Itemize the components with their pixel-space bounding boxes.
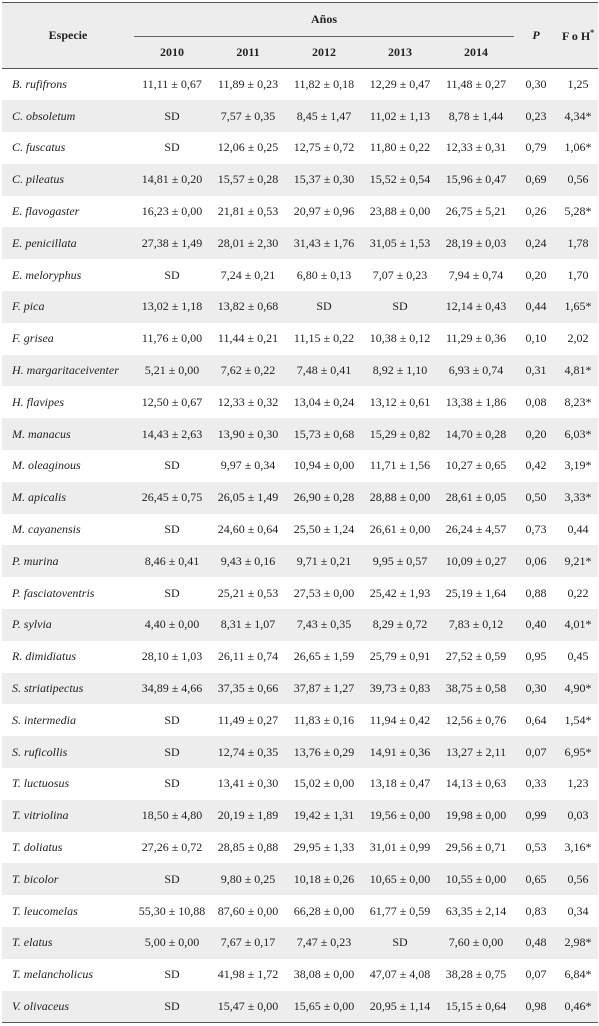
p-cell: 0,95	[525, 649, 547, 664]
value-cell: 8,92 ± 1,10	[372, 363, 428, 378]
table-row	[2, 800, 598, 832]
f-o-h-cell: 6,84*	[564, 967, 592, 982]
value-cell: 15,37 ± 0,30	[293, 172, 355, 187]
table-row	[2, 641, 598, 673]
value-cell: SD	[164, 458, 180, 473]
p-cell: 0,99	[525, 808, 547, 823]
value-cell: 21,81 ± 0,53	[217, 204, 279, 219]
p-cell: 0,30	[525, 681, 547, 696]
value-cell: 15,73 ± 0,68	[293, 426, 355, 441]
value-cell: 38,75 ± 0,58	[445, 681, 507, 696]
f-o-h-cell: 1,78	[567, 235, 589, 250]
table-row	[2, 323, 598, 355]
value-cell: 11,82 ± 0,18	[293, 77, 355, 92]
species-cell: H. margaritaceiventer	[12, 363, 119, 378]
header-year: 2014	[438, 37, 514, 69]
f-o-h-cell: 1,65*	[564, 299, 592, 314]
table-row	[2, 927, 598, 959]
table-row	[2, 69, 598, 101]
f-o-h-cell: 8,23*	[564, 394, 592, 409]
f-o-h-cell: 1,06*	[564, 140, 592, 155]
f-o-h-cell: 2,02	[567, 331, 589, 346]
f-o-h-cell: 4,81*	[564, 363, 592, 378]
value-cell: SD	[134, 991, 210, 1023]
species-cell: M. cayanensis	[12, 522, 81, 537]
p-cell: 0,08	[525, 394, 547, 409]
f-o-h-cell: 6,95*	[564, 744, 592, 759]
value-cell: 11,83 ± 0,16	[293, 712, 355, 727]
value-cell: SD	[164, 585, 180, 600]
value-cell: 7,57 ± 0,35	[220, 108, 276, 123]
value-cell: 10,94 ± 0,00	[293, 458, 355, 473]
value-cell: 7,47 ± 0,23	[296, 935, 352, 950]
value-cell: 11,44 ± 0,21	[217, 331, 279, 346]
value-cell: 11,29 ± 0,36	[445, 331, 507, 346]
table-row	[2, 482, 598, 514]
value-cell: 15,47 ± 0,00	[210, 991, 286, 1023]
value-cell: 7,48 ± 0,41	[296, 363, 352, 378]
value-cell: 11,02 ± 1,13	[369, 108, 431, 123]
value-cell: 8,78 ± 1,44	[448, 108, 504, 123]
p-cell: 0,42	[525, 458, 547, 473]
table-row	[2, 514, 598, 546]
value-cell: 4,40 ± 0,00	[144, 617, 200, 632]
value-cell: 13,27 ± 2,11	[445, 744, 507, 759]
p-cell: 0,48	[525, 935, 547, 950]
value-cell: 14,43 ± 2,63	[141, 426, 203, 441]
value-cell: 20,95 ± 1,14	[362, 991, 438, 1023]
value-cell: 7,62 ± 0,22	[220, 363, 276, 378]
value-cell: 13,38 ± 1,86	[445, 394, 507, 409]
value-cell: 15,65 ± 0,00	[286, 991, 362, 1023]
value-cell: 55,30 ± 10,88	[138, 903, 206, 918]
f-o-h-cell: 0,56	[567, 871, 589, 886]
f-o-h-cell: 3,19*	[564, 458, 592, 473]
table-row	[2, 227, 598, 259]
header-p: P	[514, 3, 558, 69]
value-cell: 25,19 ± 1,64	[445, 585, 507, 600]
table-row	[2, 386, 598, 418]
value-cell: SD	[164, 744, 180, 759]
value-cell: 25,50 ± 1,24	[293, 522, 355, 537]
value-cell: 29,56 ± 0,71	[445, 840, 507, 855]
value-cell: 26,11 ± 0,74	[217, 649, 279, 664]
value-cell: 19,42 ± 1,31	[293, 808, 355, 823]
value-cell: 26,24 ± 4,57	[445, 522, 507, 537]
value-cell: SD	[164, 871, 180, 886]
value-cell: 63,35 ± 2,14	[445, 903, 507, 918]
p-cell: 0,07	[525, 744, 547, 759]
value-cell: 15,52 ± 0,54	[369, 172, 431, 187]
value-cell: 38,08 ± 0,00	[293, 967, 355, 982]
table-row	[2, 704, 598, 736]
value-cell: 11,89 ± 0,23	[217, 77, 279, 92]
value-cell: 31,43 ± 1,76	[293, 235, 355, 250]
header-year: 2011	[210, 37, 286, 69]
species-cell: T. luctuosus	[12, 776, 70, 791]
header-year: 2013	[362, 37, 438, 69]
value-cell: 15,96 ± 0,47	[445, 172, 507, 187]
table-row	[2, 164, 598, 196]
f-o-h-cell: 3,33*	[564, 490, 592, 505]
p-cell: 0,20	[525, 426, 547, 441]
f-o-h-cell: 4,90*	[564, 681, 592, 696]
value-cell: 41,98 ± 1,72	[217, 967, 279, 982]
value-cell: 8,29 ± 0,72	[372, 617, 428, 632]
value-cell: 27,38 ± 1,49	[141, 235, 203, 250]
value-cell: 15,57 ± 0,28	[217, 172, 279, 187]
value-cell: 5,00 ± 0,00	[144, 935, 200, 950]
value-cell: 47,07 ± 4,08	[369, 967, 431, 982]
species-cell: S. intermedia	[12, 712, 76, 727]
value-cell: SD	[164, 712, 180, 727]
value-cell: 11,94 ± 0,42	[369, 712, 431, 727]
value-cell: 87,60 ± 0,00	[217, 903, 279, 918]
value-cell: 5,21 ± 0,00	[144, 363, 200, 378]
value-cell: 29,95 ± 1,33	[293, 840, 355, 855]
p-cell: 0,30	[525, 77, 547, 92]
value-cell: 25,42 ± 1,93	[369, 585, 431, 600]
p-cell: 0,73	[525, 522, 547, 537]
value-cell: 7,24 ± 0,21	[220, 267, 276, 282]
value-cell: 24,60 ± 0,64	[217, 522, 279, 537]
f-o-h-cell: 9,21*	[564, 553, 592, 568]
value-cell: 10,55 ± 0,00	[445, 871, 507, 886]
table-row	[2, 259, 598, 291]
species-cell: F. grisea	[12, 331, 54, 346]
species-cell: T. melancholicus	[12, 967, 94, 982]
value-cell: 20,97 ± 0,96	[293, 204, 355, 219]
table-row	[2, 736, 598, 768]
f-o-h-cell: 0,03	[567, 808, 589, 823]
value-cell: 10,65 ± 0,00	[369, 871, 431, 886]
p-cell: 0,20	[525, 267, 547, 282]
header-f-o-h: F o H*	[558, 3, 598, 69]
value-cell: SD	[164, 267, 180, 282]
p-cell: 0,65	[525, 871, 547, 886]
data-table	[2, 2, 598, 1023]
species-cell: H. flavipes	[12, 394, 64, 409]
value-cell: 25,21 ± 0,53	[217, 585, 279, 600]
value-cell: 9,43 ± 0,16	[220, 553, 276, 568]
value-cell: 12,75 ± 0,72	[293, 140, 355, 155]
header-especie: Especie	[2, 3, 134, 69]
value-cell: 10,38 ± 0,12	[369, 331, 431, 346]
value-cell: 28,19 ± 0,03	[445, 235, 507, 250]
value-cell: 26,05 ± 1,49	[217, 490, 279, 505]
header-anos: Años	[134, 3, 514, 37]
value-cell: 19,98 ± 0,00	[445, 808, 507, 823]
p-cell: 0,40	[525, 617, 547, 632]
value-cell: 12,29 ± 0,47	[369, 77, 431, 92]
value-cell: 13,82 ± 0,68	[217, 299, 279, 314]
value-cell: 7,43 ± 0,35	[296, 617, 352, 632]
value-cell: 27,26 ± 0,72	[141, 840, 203, 855]
value-cell: 12,74 ± 0,35	[217, 744, 279, 759]
species-cell: T. elatus	[12, 935, 53, 950]
value-cell: SD	[392, 299, 408, 314]
table-row	[2, 768, 598, 800]
value-cell: 11,48 ± 0,27	[445, 77, 507, 92]
value-cell: 31,05 ± 1,53	[369, 235, 431, 250]
value-cell: 10,18 ± 0,26	[293, 871, 355, 886]
value-cell: 14,70 ± 0,28	[445, 426, 507, 441]
table-row	[2, 832, 598, 864]
value-cell: 11,71 ± 1,56	[369, 458, 431, 473]
species-cell: F. pica	[12, 299, 45, 314]
value-cell: 37,35 ± 0,66	[217, 681, 279, 696]
value-cell: SD	[164, 108, 180, 123]
value-cell: 25,79 ± 0,91	[369, 649, 431, 664]
species-cell: T. leucomelas	[12, 903, 78, 918]
value-cell: 10,27 ± 0,65	[445, 458, 507, 473]
value-cell: SD	[316, 299, 332, 314]
species-cell: C. pileatus	[12, 172, 65, 187]
value-cell: 12,06 ± 0,25	[217, 140, 279, 155]
species-cell: E. flavogaster	[12, 204, 80, 219]
value-cell: 13,02 ± 1,18	[141, 299, 203, 314]
value-cell: 14,91 ± 0,36	[369, 744, 431, 759]
p-cell: 0,26	[525, 204, 547, 219]
species-cell: M. apicalis	[12, 490, 66, 505]
value-cell: 11,49 ± 0,27	[217, 712, 279, 727]
f-o-h-cell: 1,25	[567, 77, 589, 92]
f-o-h-cell: 0,46*	[558, 991, 598, 1023]
value-cell: 26,75 ± 5,21	[445, 204, 507, 219]
value-cell: 13,18 ± 0,47	[369, 776, 431, 791]
value-cell: 66,28 ± 0,00	[293, 903, 355, 918]
value-cell: 9,71 ± 0,21	[296, 553, 352, 568]
header-year: 2010	[134, 37, 210, 69]
species-cell: R. dimidiatus	[12, 649, 77, 664]
value-cell: 7,94 ± 0,74	[448, 267, 504, 282]
value-cell: 12,33 ± 0,32	[217, 394, 279, 409]
table-row	[2, 673, 598, 705]
p-cell: 0,07	[525, 967, 547, 982]
p-cell: 0,83	[525, 903, 547, 918]
table-row	[2, 450, 598, 482]
value-cell: 28,10 ± 1,03	[141, 649, 203, 664]
value-cell: 12,50 ± 0,67	[141, 394, 203, 409]
value-cell: 9,95 ± 0,57	[372, 553, 428, 568]
species-cell: T. bicolor	[12, 871, 59, 886]
table-row	[2, 100, 598, 132]
value-cell: 14,81 ± 0,20	[141, 172, 203, 187]
f-o-h-cell: 1,54*	[564, 712, 592, 727]
species-cell: M. manacus	[12, 426, 71, 441]
table-row	[2, 863, 598, 895]
f-o-h-cell: 4,01*	[564, 617, 592, 632]
f-o-h-cell: 0,56	[567, 172, 589, 187]
p-cell: 0,24	[525, 235, 547, 250]
value-cell: 23,88 ± 0,00	[369, 204, 431, 219]
p-cell: 0,64	[525, 712, 547, 727]
species-cell: T. doliatus	[12, 840, 63, 855]
species-cell: P. fasciatoventris	[12, 585, 95, 600]
value-cell: 13,90 ± 0,30	[217, 426, 279, 441]
value-cell: 13,41 ± 0,30	[217, 776, 279, 791]
value-cell: 20,19 ± 1,89	[217, 808, 279, 823]
value-cell: 18,50 ± 4,80	[141, 808, 203, 823]
table-row	[2, 291, 598, 323]
value-cell: 34,89 ± 4,66	[141, 681, 203, 696]
value-cell: 13,76 ± 0,29	[293, 744, 355, 759]
value-cell: SD	[164, 522, 180, 537]
value-cell: 8,45 ± 1,47	[296, 108, 352, 123]
table-row	[2, 959, 598, 991]
value-cell: 26,90 ± 0,28	[293, 490, 355, 505]
table-row	[2, 577, 598, 609]
species-cell: M. oleaginous	[12, 458, 81, 473]
value-cell: SD	[164, 967, 180, 982]
value-cell: 19,56 ± 0,00	[369, 808, 431, 823]
table-row	[2, 132, 598, 164]
table-row	[2, 196, 598, 228]
value-cell: 15,02 ± 0,00	[293, 776, 355, 791]
p-cell: 0,69	[525, 172, 547, 187]
f-o-h-cell: 1,70	[567, 267, 589, 282]
value-cell: SD	[392, 935, 408, 950]
f-o-h-cell: 4,34*	[564, 108, 592, 123]
p-cell: 0,10	[525, 331, 547, 346]
f-o-h-cell: 0,22	[567, 585, 589, 600]
f-o-h-cell: 1,23	[567, 776, 589, 791]
value-cell: 31,01 ± 0,99	[369, 840, 431, 855]
species-cell: P. murina	[12, 553, 59, 568]
table-row	[2, 545, 598, 577]
table-row	[2, 418, 598, 450]
value-cell: 8,31 ± 1,07	[220, 617, 276, 632]
species-cell: T. vitriolina	[12, 808, 69, 823]
f-o-h-cell: 3,16*	[564, 840, 592, 855]
value-cell: 28,85 ± 0,88	[217, 840, 279, 855]
value-cell: 8,46 ± 0,41	[144, 553, 200, 568]
p-cell: 0,33	[525, 776, 547, 791]
f-o-h-cell: 0,45	[567, 649, 589, 664]
table-row	[2, 355, 598, 387]
value-cell: SD	[164, 140, 180, 155]
p-cell: 0,23	[525, 108, 547, 123]
table-row	[2, 609, 598, 641]
value-cell: 11,80 ± 0,22	[369, 140, 431, 155]
value-cell: 12,14 ± 0,43	[445, 299, 507, 314]
p-cell: 0,79	[525, 140, 547, 155]
species-cell: E. meloryphus	[12, 267, 82, 282]
value-cell: 7,60 ± 0,00	[448, 935, 504, 950]
value-cell: 28,61 ± 0,05	[445, 490, 507, 505]
value-cell: 39,73 ± 0,83	[369, 681, 431, 696]
value-cell: 16,23 ± 0,00	[141, 204, 203, 219]
value-cell: 10,09 ± 0,27	[445, 553, 507, 568]
value-cell: 11,15 ± 0,22	[293, 331, 355, 346]
f-o-h-cell: 6,03*	[564, 426, 592, 441]
p-cell: 0,98	[514, 991, 558, 1023]
species-cell: V. olivaceus	[2, 991, 134, 1023]
p-cell: 0,06	[525, 553, 547, 568]
f-o-h-cell: 2,98*	[564, 935, 592, 950]
f-o-h-cell: 0,34	[567, 903, 589, 918]
value-cell: 26,65 ± 1,59	[293, 649, 355, 664]
species-cell: C. fuscatus	[12, 140, 66, 155]
value-cell: 28,01 ± 2,30	[217, 235, 279, 250]
value-cell: 15,15 ± 0,64	[438, 991, 514, 1023]
f-o-h-cell: 5,28*	[564, 204, 592, 219]
f-o-h-cell: 0,44	[567, 522, 589, 537]
value-cell: 14,13 ± 0,63	[445, 776, 507, 791]
value-cell: 9,80 ± 0,25	[220, 871, 276, 886]
value-cell: 27,53 ± 0,00	[293, 585, 355, 600]
value-cell: 37,87 ± 1,27	[293, 681, 355, 696]
species-cell: C. obsoletum	[12, 108, 76, 123]
value-cell: 6,80 ± 0,13	[296, 267, 352, 282]
p-cell: 0,88	[525, 585, 547, 600]
species-cell: E. penicillata	[12, 235, 77, 250]
species-cell: P. sylvia	[12, 617, 52, 632]
value-cell: 11,11 ± 0,67	[142, 77, 202, 92]
header-year: 2012	[286, 37, 362, 69]
value-cell: 7,83 ± 0,12	[448, 617, 504, 632]
species-cell: B. rufifrons	[12, 77, 67, 92]
value-cell: 15,29 ± 0,82	[369, 426, 431, 441]
table-row	[2, 991, 598, 1023]
table-row	[2, 895, 598, 927]
value-cell: 12,56 ± 0,76	[445, 712, 507, 727]
p-cell: 0,31	[525, 363, 547, 378]
value-cell: 7,07 ± 0,23	[372, 267, 428, 282]
value-cell: 61,77 ± 0,59	[369, 903, 431, 918]
p-cell: 0,50	[525, 490, 547, 505]
value-cell: 13,12 ± 0,61	[369, 394, 431, 409]
value-cell: 28,88 ± 0,00	[369, 490, 431, 505]
value-cell: 7,67 ± 0,17	[220, 935, 276, 950]
value-cell: 26,61 ± 0,00	[369, 522, 431, 537]
value-cell: 26,45 ± 0,75	[141, 490, 203, 505]
value-cell: SD	[164, 776, 180, 791]
value-cell: 13,04 ± 0,24	[293, 394, 355, 409]
value-cell: 12,33 ± 0,31	[445, 140, 507, 155]
value-cell: 6,93 ± 0,74	[448, 363, 504, 378]
value-cell: 9,97 ± 0,34	[220, 458, 276, 473]
value-cell: 11,76 ± 0,00	[141, 331, 203, 346]
species-cell: S. striatipectus	[12, 681, 84, 696]
value-cell: 38,28 ± 0,75	[445, 967, 507, 982]
value-cell: 27,52 ± 0,59	[445, 649, 507, 664]
p-cell: 0,44	[525, 299, 547, 314]
p-cell: 0,53	[525, 840, 547, 855]
species-cell: S. ruficollis	[12, 744, 68, 759]
